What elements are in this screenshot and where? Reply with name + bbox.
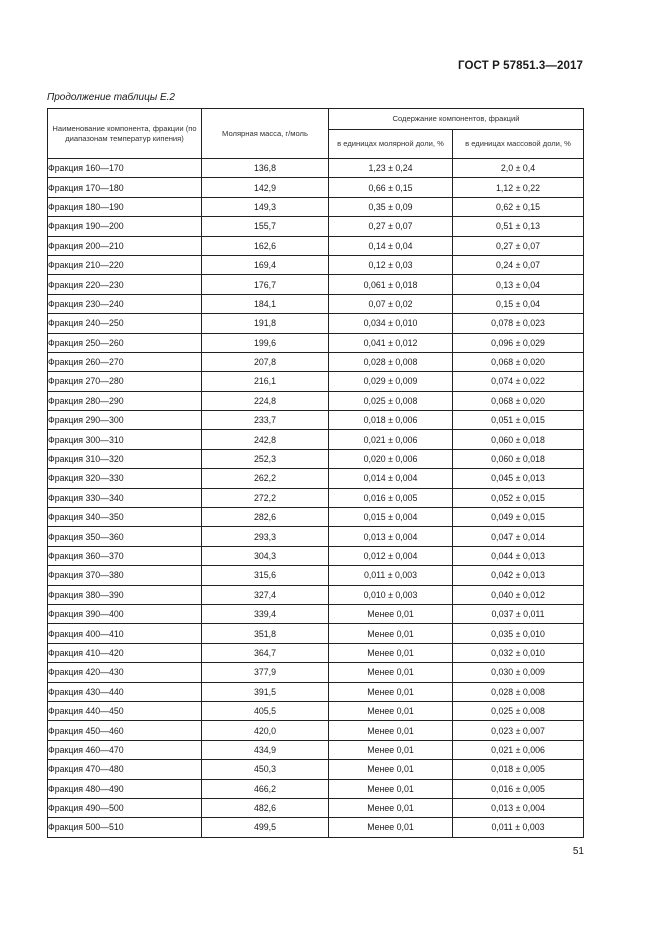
cell-mass-fraction: 0,51 ± 0,13	[453, 217, 584, 236]
table-row	[48, 604, 584, 623]
cell-molar-mass: 136,8	[202, 159, 329, 178]
cell-fraction-name: Фракция 350—360	[48, 527, 202, 546]
cell-molar-mass: 142,9	[202, 178, 329, 197]
cell-molar-mass: 391,5	[202, 682, 329, 701]
cell-molar-mass: 434,9	[202, 740, 329, 759]
table-row	[48, 217, 584, 236]
cell-molar-fraction: Менее 0,01	[329, 604, 453, 623]
cell-mass-fraction: 0,15 ± 0,04	[453, 294, 584, 313]
cell-molar-fraction: Менее 0,01	[329, 740, 453, 759]
cell-fraction-name: Фракция 300—310	[48, 430, 202, 449]
table-row	[48, 740, 584, 759]
cell-fraction-name: Фракция 250—260	[48, 333, 202, 352]
cell-molar-mass: 207,8	[202, 352, 329, 371]
cell-molar-fraction: 0,66 ± 0,15	[329, 178, 453, 197]
cell-fraction-name: Фракция 420—430	[48, 663, 202, 682]
cell-molar-fraction: Менее 0,01	[329, 682, 453, 701]
cell-molar-mass: 482,6	[202, 798, 329, 817]
cell-mass-fraction: 0,025 ± 0,008	[453, 701, 584, 720]
cell-molar-fraction: 1,23 ± 0,24	[329, 159, 453, 178]
cell-molar-fraction: 0,061 ± 0,018	[329, 275, 453, 294]
header-component-name: Наименование компонента, фракции (по диапазонам температур кипения)	[48, 109, 202, 159]
cell-mass-fraction: 0,023 ± 0,007	[453, 721, 584, 740]
table-row	[48, 488, 584, 507]
table-row	[48, 663, 584, 682]
cell-molar-mass: 272,2	[202, 488, 329, 507]
cell-molar-mass: 327,4	[202, 585, 329, 604]
table-row	[48, 411, 584, 430]
cell-fraction-name: Фракция 360—370	[48, 546, 202, 565]
table-row	[48, 546, 584, 565]
cell-molar-fraction: Менее 0,01	[329, 818, 453, 837]
cell-molar-fraction: 0,014 ± 0,004	[329, 469, 453, 488]
cell-molar-fraction: 0,015 ± 0,004	[329, 508, 453, 527]
header-molar-mass: Молярная масса, г/моль	[202, 109, 329, 159]
cell-molar-mass: 466,2	[202, 779, 329, 798]
cell-molar-fraction: 0,029 ± 0,009	[329, 372, 453, 391]
cell-mass-fraction: 0,051 ± 0,015	[453, 411, 584, 430]
table-row	[48, 527, 584, 546]
table-row	[48, 391, 584, 410]
cell-mass-fraction: 0,018 ± 0,005	[453, 760, 584, 779]
cell-mass-fraction: 0,13 ± 0,04	[453, 275, 584, 294]
cell-molar-mass: 377,9	[202, 663, 329, 682]
table-row	[48, 333, 584, 352]
table-row	[48, 449, 584, 468]
cell-fraction-name: Фракция 160—170	[48, 159, 202, 178]
table-row	[48, 721, 584, 740]
cell-mass-fraction: 0,011 ± 0,003	[453, 818, 584, 837]
cell-molar-mass: 499,5	[202, 818, 329, 837]
cell-fraction-name: Фракция 390—400	[48, 604, 202, 623]
cell-mass-fraction: 0,27 ± 0,07	[453, 236, 584, 255]
cell-mass-fraction: 1,12 ± 0,22	[453, 178, 584, 197]
cell-mass-fraction: 0,040 ± 0,012	[453, 585, 584, 604]
cell-mass-fraction: 0,021 ± 0,006	[453, 740, 584, 759]
cell-molar-fraction: 0,011 ± 0,003	[329, 566, 453, 585]
cell-molar-mass: 293,3	[202, 527, 329, 546]
table-header	[48, 109, 584, 159]
cell-molar-mass: 216,1	[202, 372, 329, 391]
cell-fraction-name: Фракция 170—180	[48, 178, 202, 197]
cell-molar-mass: 450,3	[202, 760, 329, 779]
cell-mass-fraction: 0,049 ± 0,015	[453, 508, 584, 527]
cell-molar-fraction: 0,041 ± 0,012	[329, 333, 453, 352]
cell-molar-fraction: Менее 0,01	[329, 779, 453, 798]
cell-fraction-name: Фракция 450—460	[48, 721, 202, 740]
header-molar-fraction: в единицах молярной доли, %	[329, 130, 453, 159]
cell-molar-mass: 339,4	[202, 604, 329, 623]
cell-fraction-name: Фракция 340—350	[48, 508, 202, 527]
cell-molar-fraction: 0,028 ± 0,008	[329, 352, 453, 371]
cell-molar-mass: 199,6	[202, 333, 329, 352]
cell-molar-fraction: 0,021 ± 0,006	[329, 430, 453, 449]
cell-molar-fraction: 0,034 ± 0,010	[329, 314, 453, 333]
document-code: ГОСТ Р 57851.3—2017	[458, 60, 583, 72]
cell-molar-mass: 191,8	[202, 314, 329, 333]
cell-mass-fraction: 0,096 ± 0,029	[453, 333, 584, 352]
cell-molar-mass: 351,8	[202, 624, 329, 643]
cell-molar-mass: 155,7	[202, 217, 329, 236]
cell-molar-fraction: Менее 0,01	[329, 701, 453, 720]
cell-fraction-name: Фракция 410—420	[48, 643, 202, 662]
table-row	[48, 566, 584, 585]
cell-fraction-name: Фракция 280—290	[48, 391, 202, 410]
cell-fraction-name: Фракция 480—490	[48, 779, 202, 798]
cell-mass-fraction: 0,042 ± 0,013	[453, 566, 584, 585]
cell-fraction-name: Фракция 490—500	[48, 798, 202, 817]
cell-molar-fraction: 0,018 ± 0,006	[329, 411, 453, 430]
cell-molar-fraction: Менее 0,01	[329, 643, 453, 662]
cell-molar-mass: 184,1	[202, 294, 329, 313]
cell-fraction-name: Фракция 330—340	[48, 488, 202, 507]
cell-molar-fraction: 0,025 ± 0,008	[329, 391, 453, 410]
cell-molar-fraction: Менее 0,01	[329, 624, 453, 643]
cell-molar-fraction: 0,07 ± 0,02	[329, 294, 453, 313]
cell-mass-fraction: 0,028 ± 0,008	[453, 682, 584, 701]
table-row	[48, 255, 584, 274]
cell-fraction-name: Фракция 320—330	[48, 469, 202, 488]
cell-molar-mass: 149,3	[202, 197, 329, 216]
table-row	[48, 682, 584, 701]
cell-mass-fraction: 0,047 ± 0,014	[453, 527, 584, 546]
cell-molar-fraction: 0,010 ± 0,003	[329, 585, 453, 604]
cell-molar-mass: 169,4	[202, 255, 329, 274]
cell-fraction-name: Фракция 260—270	[48, 352, 202, 371]
cell-mass-fraction: 0,074 ± 0,022	[453, 372, 584, 391]
cell-molar-mass: 304,3	[202, 546, 329, 565]
cell-mass-fraction: 2,0 ± 0,4	[453, 159, 584, 178]
cell-fraction-name: Фракция 230—240	[48, 294, 202, 313]
table-caption: Продолжение таблицы Е.2	[47, 92, 175, 103]
table-row	[48, 236, 584, 255]
cell-molar-mass: 233,7	[202, 411, 329, 430]
page-number: 51	[572, 846, 584, 857]
cell-mass-fraction: 0,045 ± 0,013	[453, 469, 584, 488]
cell-molar-mass: 242,8	[202, 430, 329, 449]
cell-molar-fraction: Менее 0,01	[329, 721, 453, 740]
data-table	[47, 108, 584, 838]
cell-molar-mass: 282,6	[202, 508, 329, 527]
table-row	[48, 178, 584, 197]
table-row	[48, 159, 584, 178]
cell-fraction-name: Фракция 380—390	[48, 585, 202, 604]
cell-fraction-name: Фракция 200—210	[48, 236, 202, 255]
cell-mass-fraction: 0,052 ± 0,015	[453, 488, 584, 507]
cell-fraction-name: Фракция 470—480	[48, 760, 202, 779]
cell-mass-fraction: 0,035 ± 0,010	[453, 624, 584, 643]
table-row	[48, 314, 584, 333]
cell-mass-fraction: 0,060 ± 0,018	[453, 430, 584, 449]
cell-mass-fraction: 0,078 ± 0,023	[453, 314, 584, 333]
cell-molar-mass: 162,6	[202, 236, 329, 255]
cell-fraction-name: Фракция 400—410	[48, 624, 202, 643]
table-row	[48, 197, 584, 216]
cell-fraction-name: Фракция 370—380	[48, 566, 202, 585]
cell-molar-fraction: 0,14 ± 0,04	[329, 236, 453, 255]
cell-molar-mass: 262,2	[202, 469, 329, 488]
cell-mass-fraction: 0,013 ± 0,004	[453, 798, 584, 817]
table-row	[48, 585, 584, 604]
cell-molar-mass: 364,7	[202, 643, 329, 662]
cell-molar-fraction: Менее 0,01	[329, 798, 453, 817]
cell-molar-fraction: Менее 0,01	[329, 760, 453, 779]
cell-molar-fraction: 0,020 ± 0,006	[329, 449, 453, 468]
cell-molar-mass: 176,7	[202, 275, 329, 294]
cell-fraction-name: Фракция 310—320	[48, 449, 202, 468]
cell-molar-mass: 420,0	[202, 721, 329, 740]
cell-molar-mass: 405,5	[202, 701, 329, 720]
cell-fraction-name: Фракция 220—230	[48, 275, 202, 294]
cell-mass-fraction: 0,037 ± 0,011	[453, 604, 584, 623]
table-row	[48, 818, 584, 837]
cell-fraction-name: Фракция 460—470	[48, 740, 202, 759]
cell-fraction-name: Фракция 270—280	[48, 372, 202, 391]
cell-fraction-name: Фракция 440—450	[48, 701, 202, 720]
table-row	[48, 624, 584, 643]
cell-mass-fraction: 0,032 ± 0,010	[453, 643, 584, 662]
cell-molar-fraction: 0,27 ± 0,07	[329, 217, 453, 236]
cell-molar-mass: 315,6	[202, 566, 329, 585]
cell-fraction-name: Фракция 210—220	[48, 255, 202, 274]
table-row	[48, 294, 584, 313]
cell-mass-fraction: 0,068 ± 0,020	[453, 352, 584, 371]
cell-mass-fraction: 0,044 ± 0,013	[453, 546, 584, 565]
cell-fraction-name: Фракция 500—510	[48, 818, 202, 837]
cell-mass-fraction: 0,016 ± 0,005	[453, 779, 584, 798]
cell-molar-fraction: 0,016 ± 0,005	[329, 488, 453, 507]
table-body	[48, 159, 584, 838]
cell-molar-fraction: Менее 0,01	[329, 663, 453, 682]
header-content: Содержание компонентов, фракций	[329, 109, 584, 130]
cell-mass-fraction: 0,030 ± 0,009	[453, 663, 584, 682]
table-row	[48, 352, 584, 371]
table-row	[48, 779, 584, 798]
cell-mass-fraction: 0,068 ± 0,020	[453, 391, 584, 410]
cell-molar-mass: 252,3	[202, 449, 329, 468]
cell-mass-fraction: 0,62 ± 0,15	[453, 197, 584, 216]
table-row	[48, 372, 584, 391]
table-row	[48, 430, 584, 449]
cell-fraction-name: Фракция 430—440	[48, 682, 202, 701]
table-row	[48, 469, 584, 488]
cell-mass-fraction: 0,24 ± 0,07	[453, 255, 584, 274]
cell-molar-mass: 224,8	[202, 391, 329, 410]
cell-molar-fraction: 0,012 ± 0,004	[329, 546, 453, 565]
table-row	[48, 275, 584, 294]
table-row	[48, 701, 584, 720]
cell-fraction-name: Фракция 190—200	[48, 217, 202, 236]
cell-fraction-name: Фракция 240—250	[48, 314, 202, 333]
cell-molar-fraction: 0,12 ± 0,03	[329, 255, 453, 274]
header-mass-fraction: в единицах массовой доли, %	[453, 130, 584, 159]
table-row	[48, 760, 584, 779]
cell-fraction-name: Фракция 180—190	[48, 197, 202, 216]
cell-fraction-name: Фракция 290—300	[48, 411, 202, 430]
cell-molar-fraction: 0,013 ± 0,004	[329, 527, 453, 546]
cell-mass-fraction: 0,060 ± 0,018	[453, 449, 584, 468]
table-row	[48, 798, 584, 817]
table-row	[48, 643, 584, 662]
cell-molar-fraction: 0,35 ± 0,09	[329, 197, 453, 216]
table-row	[48, 508, 584, 527]
